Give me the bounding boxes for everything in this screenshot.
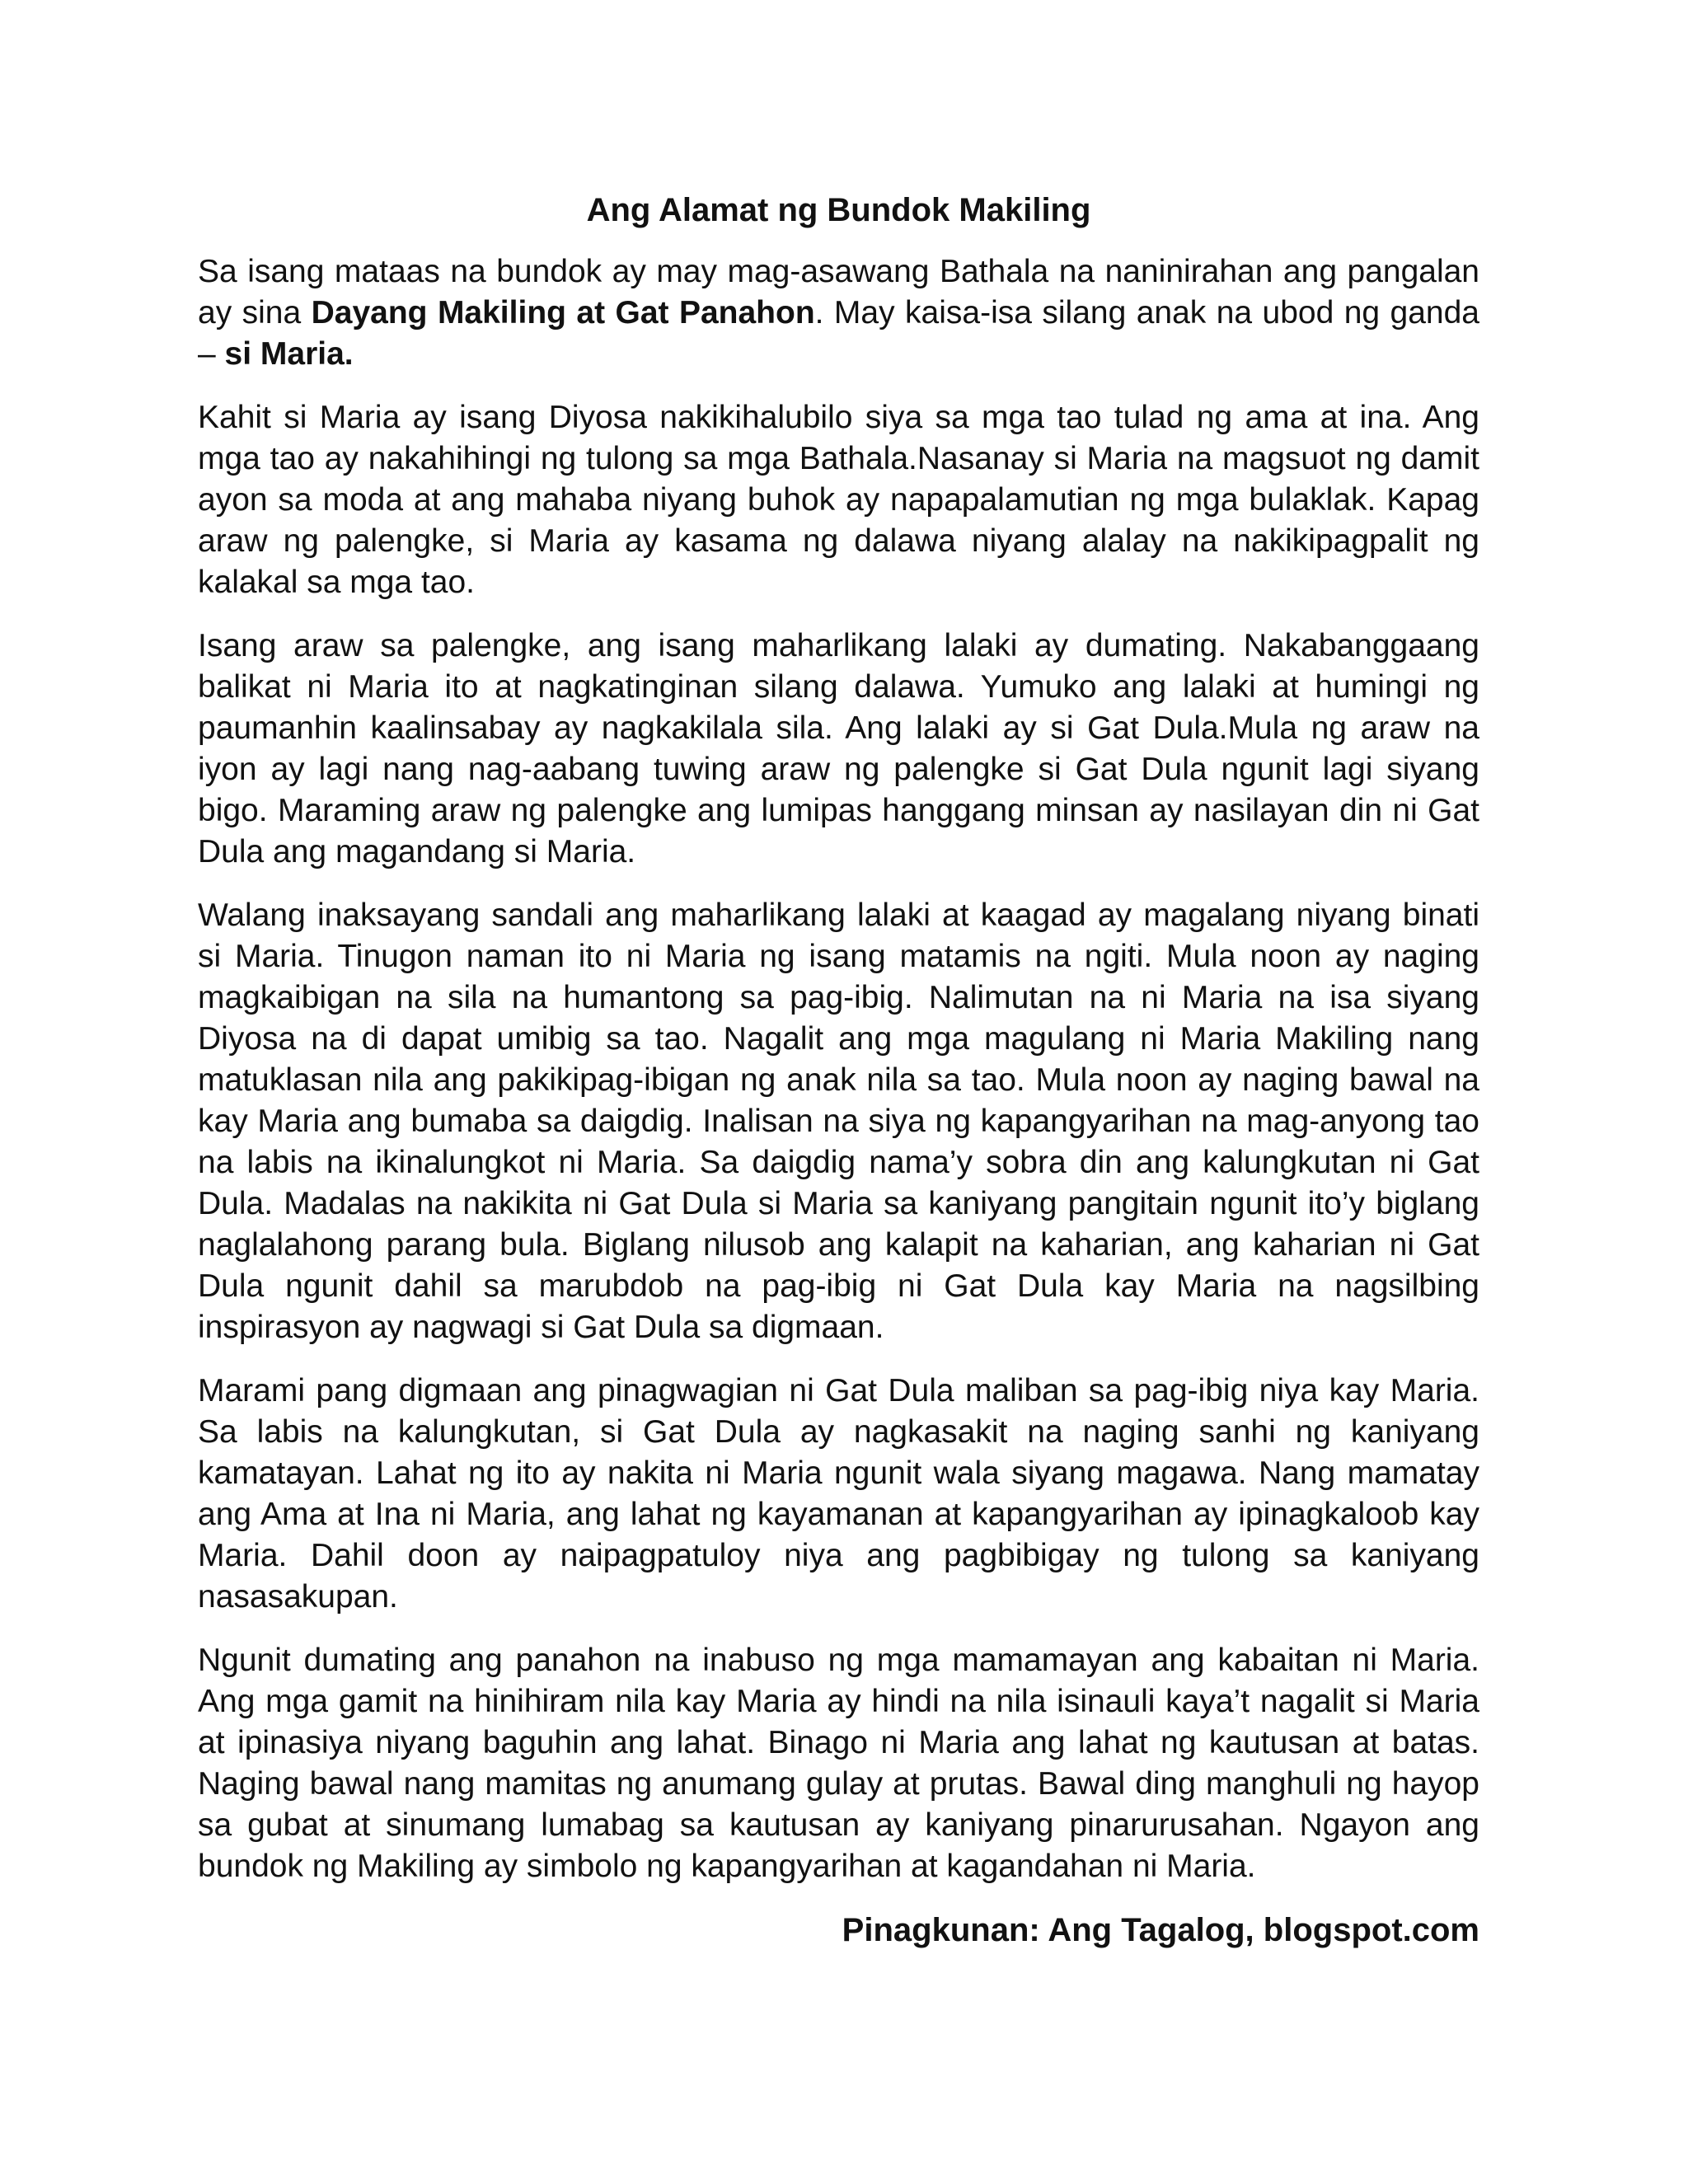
paragraph-3: Isang araw sa palengke, ang isang maharlikang lalaki ay dumating. Nakabanggaang balikat ni Maria ito at nagkatinginan silang dalawa. Yumuko ang lalaki at humingi ng paumanhin kaalinsabay ay nagkakilala sila. Ang lalaki ay si Gat Dula.Mula ng araw na iyon ay lagi nang nag-aabang tuwing araw ng palengke si Gat Dula ngunit lagi siyang bigo. Maraming araw ng palengke ang lumipas hanggang minsan ay nasilayan din ni Gat Dula ang magandang si Maria. [198, 628, 1479, 869]
source-citation: Pinagkunan: Ang Tagalog, blogspot.com [842, 1912, 1479, 1948]
paragraph-5: Marami pang digmaan ang pinagwagian ni Gat Dula maliban sa pag-ibig niya kay Maria. Sa labis na kalungkutan, si Gat Dula ay nagkasakit na naging sanhi ng kaniyang kamatayan. Lahat ng ito ay nakita ni Maria ngunit wala siyang magawa. Nang mamatay ang Ama at Ina ni Maria, ang lahat ng kayamanan at kapangyarihan ay ipinagkaloob kay Maria. Dahil doon ay naipagpatuloy niya ang pagbibigay ng tulong sa kaniyang nasasakupan. [198, 1373, 1479, 1615]
paragraph-1-text-a: Sa isang mataas na bundok ay may mag-asawang Bathala na naninirahan ang pangalan ay sina [198, 254, 1479, 330]
paragraph-1 [198, 251, 1479, 375]
paragraph-6: Ngunit dumating ang panahon na inabuso ng mga mamamayan ang kabaitan ni Maria. Ang mga gamit na hinihiram nila kay Maria ay hindi na nila isinauli kaya’t nagalit si Maria at ipinasiya niyang baguhin ang lahat. Binago ni Maria ang lahat ng kautusan at batas. Naging bawal nang mamitas ng anumang gulay at prutas. Bawal ding manghuli ng hayop sa gubat at sinumang lumabag sa kautusan ay kaniyang pinarurusahan. Ngayon ang bundok ng Makiling ay simbolo ng kapangyarihan at kagandahan ni Maria. [198, 1643, 1479, 1884]
paragraph-4: Walang inaksayang sandali ang maharlikang lalaki at kaagad ay magalang niyang binati si Maria. Tinugon naman ito ni Maria ng isang matamis na ngiti. Mula noon ay naging magkaibigan na sila na humantong sa pag-ibig. Nalimutan na ni Maria na isa siyang Diyosa na di dapat umibig sa tao. Nagalit ang mga magulang ni Maria Makiling nang matuklasan nila ang pakikipag-ibigan ng anak nila sa tao. Mula noon ay naging bawal na kay Maria ang bumaba sa daigdig. Inalisan na siya ng kapangyarihan na mag-anyong tao na labis na ikinalungkot ni Maria. Sa daigdig nama’y sobra din ang kalungkutan ni Gat Dula. Madalas na nakikita ni Gat Dula si Maria sa kaniyang pangitain ngunit ito’y biglang naglalahong parang bula. Biglang nilusob ang kalapit na kaharian, ang kaharian ni Gat Dula ngunit dahil sa marubdob na pag-ibig ni Gat Dula kay Maria na nagsilbing inspirasyon ay nagwagi si Gat Dula sa digmaan. [198, 898, 1479, 1345]
paragraph-1-text-c: . May kaisa-isa silang anak na ubod ng ganda – [198, 295, 1479, 372]
parents-names: Dayang Makiling at Gat Panahon [311, 295, 815, 330]
paragraph-2: Kahit si Maria ay isang Diyosa nakikihalubilo siya sa mga tao tulad ng ama at ina. Ang mga tao ay nakahihingi ng tulong sa mga Bathala.Nasanay si Maria na magsuot ng damit ayon sa moda at ang mahaba niyang buhok ay napapalamutian ng mga bulaklak. Kapag araw ng palengke, si Maria ay kasama ng dalawa niyang alalay na nakikipagpalit ng kalakal sa mga tao. [198, 400, 1479, 600]
maria-name: si Maria. [224, 336, 354, 372]
document-page [198, 190, 1479, 1951]
document-title: Ang Alamat ng Bundok Makiling [586, 192, 1091, 228]
